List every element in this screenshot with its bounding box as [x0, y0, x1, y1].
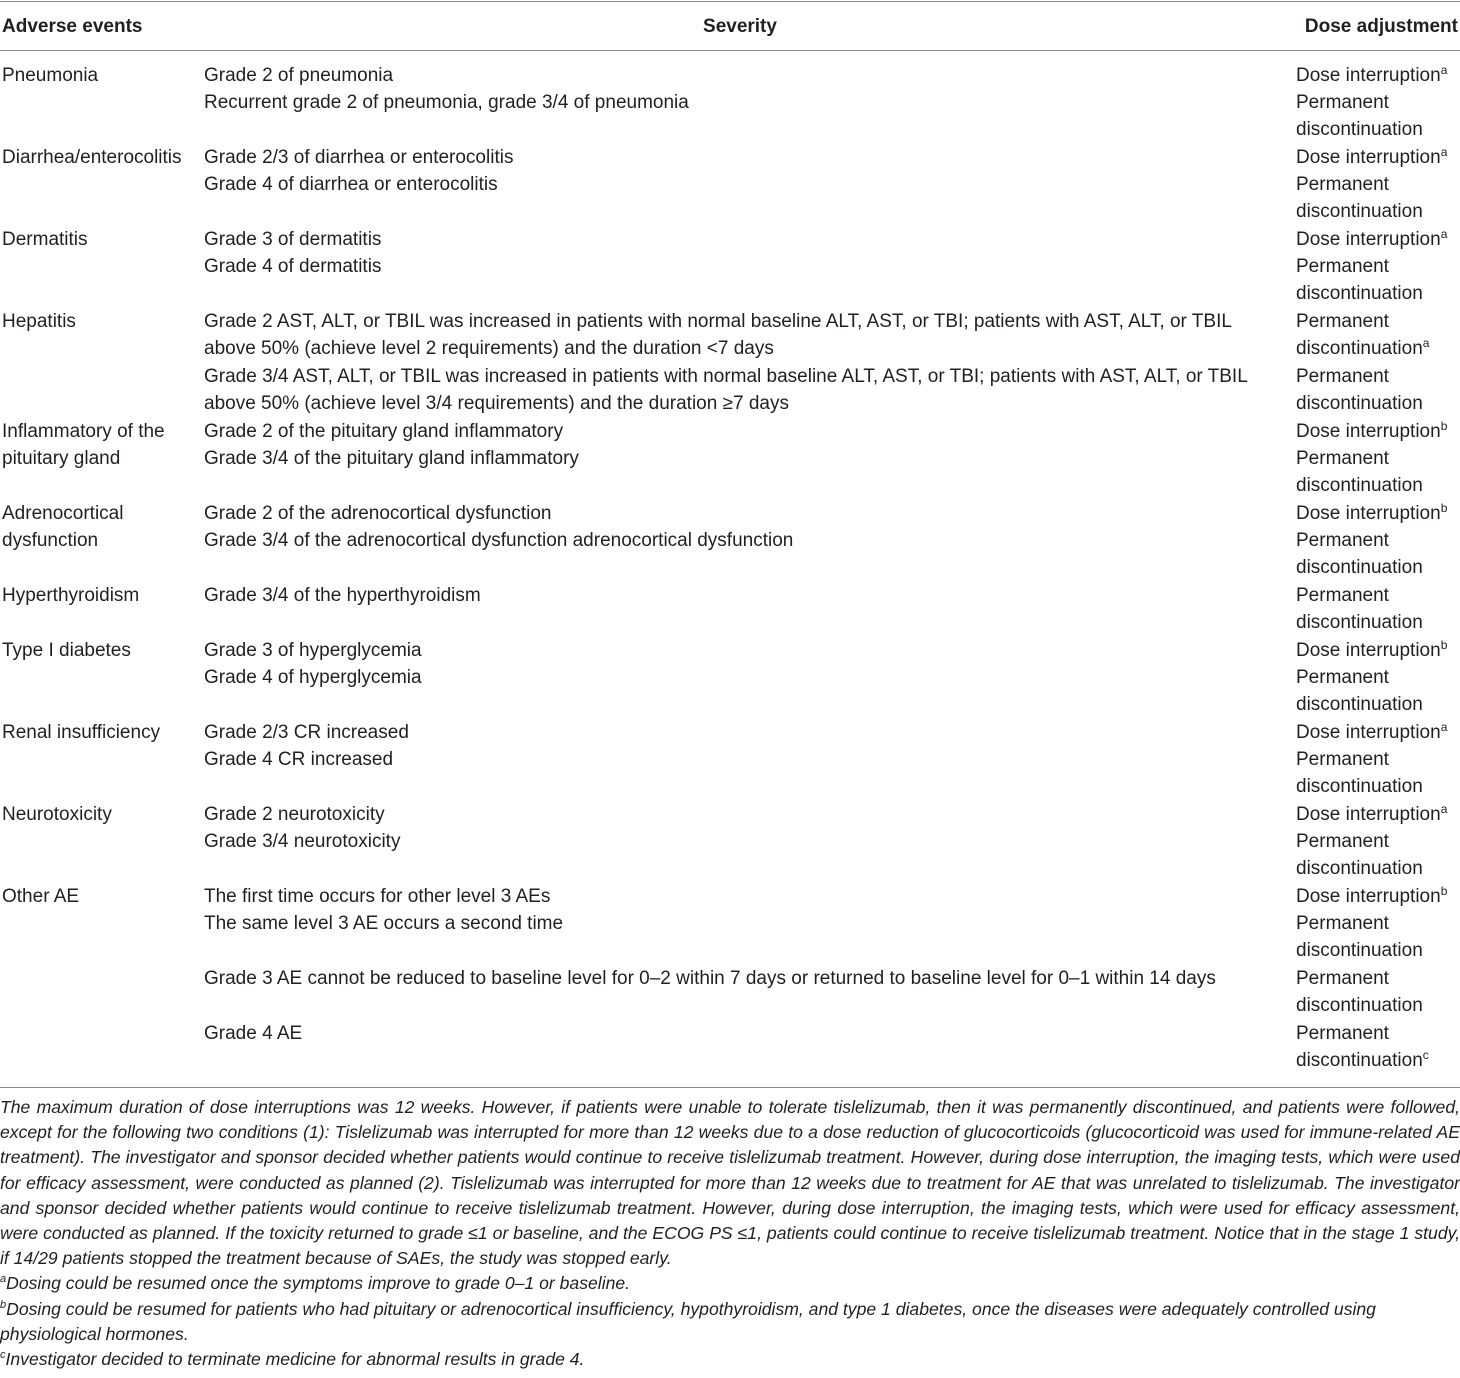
footnote-text: Dosing could be resumed once the symptoms improve to grade 0–1 or baseline. — [6, 1273, 631, 1294]
dose-adjustment-text — [1296, 965, 1460, 1020]
dose-label: Dose interruption — [1296, 65, 1441, 86]
table-body — [0, 62, 1460, 1075]
table-row — [0, 226, 1460, 308]
adverse-event-name: Adrenocortical dysfunction — [2, 503, 124, 552]
adverse-event-name: Inflammatory of the pituitary gland — [2, 421, 165, 470]
severity-item — [0, 171, 1460, 226]
severity-item — [0, 89, 1460, 144]
severity-text: Grade 3 AE cannot be reduced to baseline level for 0–2 within 7 days or returned to baseline level for 0–1 within 14 days — [204, 968, 1216, 989]
severity-text: Grade 4 of hyperglycemia — [204, 667, 422, 688]
footnote-marker: b — [1440, 419, 1448, 433]
severity-item — [0, 418, 1460, 445]
severity-item — [0, 664, 1460, 719]
table-row — [0, 719, 1460, 801]
severity-item — [0, 308, 1460, 363]
header-severity: Severity — [703, 16, 777, 37]
dose-label: Permanent discontinuation — [1296, 448, 1423, 497]
severity-item — [0, 582, 1460, 637]
dose-label: Permanent discontinuation — [1296, 968, 1423, 1017]
severity-text: Recurrent grade 2 of pneumonia, grade 3/4 of pneumonia — [204, 92, 689, 113]
dose-adjustment-text — [1296, 171, 1460, 226]
severity-item — [0, 828, 1460, 883]
dose-adjustment-text — [1296, 253, 1460, 308]
table-bottom-rule — [0, 1087, 1460, 1088]
dose-label: Permanent discontinuation — [1296, 667, 1423, 716]
severity-text: Grade 4 CR increased — [204, 749, 394, 770]
footnote-marker: a — [1422, 336, 1430, 351]
footnote-marker: a — [1440, 227, 1448, 241]
severity-item — [0, 801, 1460, 828]
severity-item — [0, 910, 1460, 965]
severity-text: Grade 3/4 of the hyperthyroidism — [204, 585, 481, 606]
table-row — [0, 637, 1460, 719]
dose-adjustment-text — [1296, 445, 1460, 500]
severity-item — [0, 965, 1460, 1020]
footnote-text: Dosing could be resumed for patients who had pituitary or adrenocortical insufficiency, hypothyroidism, and type 1 diabetes, once the diseases were adequately controlled using physiological hormones. — [0, 1298, 1376, 1344]
table-row — [0, 582, 1460, 637]
footnote-text: Investigator decided to terminate medicine for abnormal results in grade 4. — [5, 1349, 585, 1370]
dose-label: Permanent discontinuation — [1296, 92, 1423, 141]
dose-adjustment-text — [1296, 910, 1460, 965]
footnote-marker: a — [0, 1273, 7, 1286]
severity-item — [0, 746, 1460, 801]
dose-label: Dose interruption — [1296, 229, 1441, 250]
footnote-marker: a — [1440, 802, 1448, 816]
footnote-marker: a — [1440, 720, 1448, 734]
severity-item — [0, 445, 1460, 500]
dose-adjustment-text — [1296, 828, 1460, 883]
dose-adjustment-text — [1296, 801, 1460, 828]
footnote — [0, 1297, 1460, 1347]
dose-label: Permanent discontinuation — [1296, 256, 1423, 305]
table-row — [0, 500, 1460, 582]
footnote-marker: a — [1440, 145, 1448, 159]
severity-text: Grade 3/4 neurotoxicity — [204, 831, 401, 852]
dose-adjustment-text — [1296, 418, 1460, 445]
footnote-marker: c — [0, 1349, 6, 1362]
table-row — [0, 883, 1460, 1075]
severity-item — [0, 637, 1460, 664]
table-row — [0, 144, 1460, 226]
severity-item — [0, 363, 1460, 418]
severity-text: Grade 3/4 AST, ALT, or TBIL was increased in patients with normal baseline ALT, AST, or TBI; patients with AST, ALT, or TBIL above 50% (achieve level 3/4 requirements) and the duration ≥7 days — [204, 366, 1248, 415]
footnote-marker: b — [1440, 501, 1448, 515]
footnote-marker: b — [1440, 884, 1448, 898]
severity-text: Grade 4 of diarrhea or enterocolitis — [204, 174, 498, 195]
severity-text: Grade 3 of hyperglycemia — [204, 640, 422, 661]
table-row — [0, 308, 1460, 418]
dose-label: Permanent discontinuation — [1296, 311, 1423, 360]
dose-adjustment-text — [1296, 637, 1460, 664]
dose-adjustment-text — [1296, 308, 1460, 363]
dose-label: Permanent discontinuation — [1296, 831, 1423, 880]
dose-adjustment-text — [1296, 500, 1460, 527]
footnote-marker: c — [1422, 1048, 1429, 1063]
adverse-event-name: Hyperthyroidism — [2, 585, 140, 606]
dose-label: Dose interruption — [1296, 640, 1441, 661]
dose-adjustment-text — [1296, 1020, 1460, 1075]
severity-item — [0, 144, 1460, 171]
dose-label: Dose interruption — [1296, 722, 1441, 743]
dose-label: Dose interruption — [1296, 503, 1441, 524]
dose-adjustment-text — [1296, 527, 1460, 582]
dose-adjustment-text — [1296, 144, 1460, 171]
severity-text: Grade 2 neurotoxicity — [204, 804, 385, 825]
severity-item — [0, 62, 1460, 89]
severity-text: Grade 2/3 CR increased — [204, 722, 409, 743]
severity-item — [0, 500, 1460, 527]
dose-adjustment-text — [1296, 664, 1460, 719]
severity-item — [0, 719, 1460, 746]
header-adverse-events: Adverse events — [2, 16, 143, 37]
table-notes — [0, 1095, 1460, 1372]
table-header — [0, 12, 1460, 42]
table-note-main: The maximum duration of dose interruptions was 12 weeks. However, if patients were unable to tolerate tislelizumab, then it was permanently discontinued, and patients were followed, except for the following two conditions (1): Tislelizumab was interrupted for more than 12 weeks due to a dose reduction of glucocorticoids (glucocorticoid was used for immune-related AE treatment). The investigator and sponsor decided whether patients would continue to receive tislelizumab treatment. However, during dose interruption, the imaging tests, which were used for efficacy assessment, were conducted as planned (2). Tislelizumab was interrupted for more than 12 weeks due to treatment for AE that was unrelated to tislelizumab. The investigator and sponsor decided whether patients would continue to receive tislelizumab treatment. However, during dose interruption, the imaging tests, which were used for efficacy assessment, were conducted as planned. If the toxicity returned to grade ≤1 or baseline, and the ECOG PS ≤1, patients could continue to receive tislelizumab treatment. Notice that in the stage 1 study, if 14/29 patients stopped the treatment because of SAEs, the study was stopped early. — [0, 1097, 1460, 1269]
severity-text: Grade 3/4 of the pituitary gland inflammatory — [204, 448, 579, 469]
dose-adjustment-text — [1296, 89, 1460, 144]
severity-text: Grade 2 AST, ALT, or TBIL was increased in patients with normal baseline ALT, AST, or TBI; patients with AST, ALT, or TBIL above 50% (achieve level 2 requirements) and the duration <7 days — [204, 311, 1232, 360]
footnote-marker: b — [1440, 638, 1448, 652]
dose-adjustment-text — [1296, 62, 1460, 89]
dose-label: Dose interruption — [1296, 804, 1441, 825]
adverse-event-name: Hepatitis — [2, 311, 76, 332]
dose-label: Permanent discontinuation — [1296, 585, 1423, 634]
severity-text: Grade 4 AE — [204, 1023, 303, 1044]
severity-item — [0, 1020, 1460, 1075]
severity-text: The first time occurs for other level 3 AEs — [204, 886, 551, 907]
adverse-event-name: Neurotoxicity — [2, 804, 112, 825]
table-row — [0, 418, 1460, 500]
adverse-event-name: Other AE — [2, 886, 80, 907]
adverse-event-name: Diarrhea/enterocolitis — [2, 147, 182, 168]
table-row — [0, 801, 1460, 883]
severity-text: Grade 2 of the pituitary gland inflammatory — [204, 421, 564, 442]
dose-label: Dose interruption — [1296, 886, 1441, 907]
footnote-marker: a — [1440, 63, 1448, 77]
severity-item — [0, 527, 1460, 582]
adverse-event-name: Dermatitis — [2, 229, 88, 250]
dose-label: Permanent discontinuation — [1296, 174, 1423, 223]
adverse-event-name: Pneumonia — [2, 65, 99, 86]
dose-adjustment-text — [1296, 363, 1460, 418]
severity-text: The same level 3 AE occurs a second time — [204, 913, 564, 934]
dose-adjustment-text — [1296, 746, 1460, 801]
table-top-rule — [0, 1, 1460, 2]
severity-text: Grade 2 of pneumonia — [204, 65, 394, 86]
table-row — [0, 62, 1460, 144]
severity-text: Grade 3/4 of the adrenocortical dysfunction adrenocortical dysfunction — [204, 530, 794, 551]
severity-item — [0, 253, 1460, 308]
dose-adjustment-text — [1296, 582, 1460, 637]
header-dose-adjustment: Dose adjustment — [1304, 16, 1458, 37]
severity-text: Grade 2/3 of diarrhea or enterocolitis — [204, 147, 514, 168]
dose-label: Permanent discontinuation — [1296, 913, 1423, 962]
dose-adjustment-text — [1296, 719, 1460, 746]
dose-label: Permanent discontinuation — [1296, 530, 1423, 579]
dose-label: Dose interruption — [1296, 147, 1441, 168]
severity-item — [0, 226, 1460, 253]
footnote-marker: b — [0, 1298, 7, 1311]
severity-item — [0, 883, 1460, 910]
footnotes — [0, 1271, 1460, 1372]
dose-label: Permanent discontinuation — [1296, 749, 1423, 798]
severity-text: Grade 2 of the adrenocortical dysfunction — [204, 503, 552, 524]
severity-text: Grade 4 of dermatitis — [204, 256, 382, 277]
dose-label: Permanent discontinuation — [1296, 366, 1423, 415]
dose-adjustment-text — [1296, 883, 1460, 910]
adverse-event-name: Renal insufficiency — [2, 722, 161, 743]
footnote — [0, 1271, 1460, 1296]
adverse-event-name: Type I diabetes — [2, 640, 131, 661]
dose-adjustment-text — [1296, 226, 1460, 253]
dose-label: Permanent discontinuation — [1296, 1023, 1423, 1072]
footnote — [0, 1347, 1460, 1372]
dose-label: Dose interruption — [1296, 421, 1441, 442]
table-header-rule — [0, 50, 1460, 51]
severity-text: Grade 3 of dermatitis — [204, 229, 382, 250]
